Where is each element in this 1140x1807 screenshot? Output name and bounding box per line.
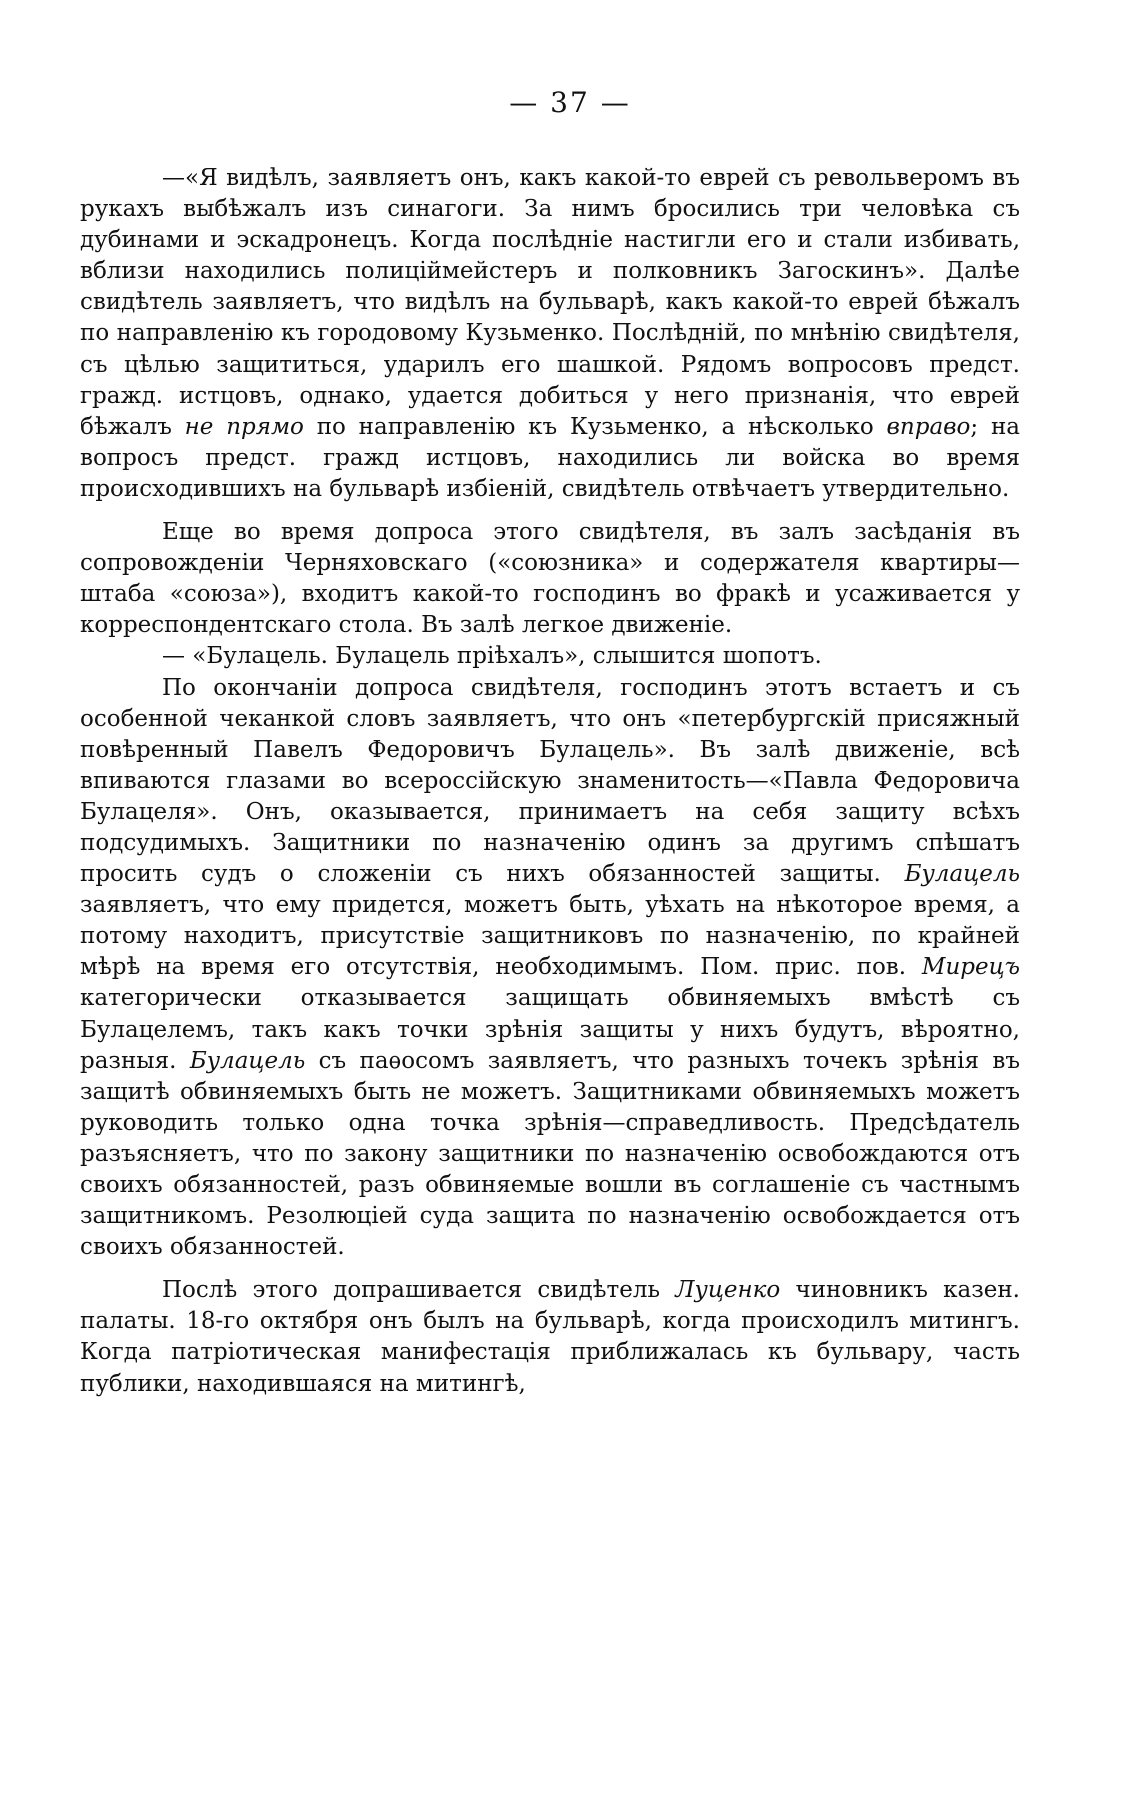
paragraph-arrival	[80, 517, 1020, 641]
text-segment: Еще во время допроса этого свидѣтеля, въ залъ засѣданія въ сопровожденіи Черняховскаго («союзника» и содержателя квартиры—штаба «союза»), входитъ какой-то господинъ во фракѣ и усаживается у корреспондентскаго стола. Въ залѣ легкое движеніе.	[80, 519, 1020, 639]
text-segment: чиновникъ казен. палаты. 18-го октября онъ былъ на бульварѣ, когда происходилъ митингъ. Когда патріотическая манифестація приближалась къ бульвару, часть публики, находившаяся на митингѣ,	[80, 1277, 1020, 1397]
paragraph-lutsenko	[80, 1275, 1020, 1399]
text-segment: съ паѳосомъ заявляетъ, что разныхъ точекъ зрѣнія въ защитѣ обвиняемыхъ быть не можетъ. Защитниками обвиняемыхъ можетъ руководить только одна точка зрѣнія—справедливость. Предсѣдатель разъясняетъ, что по закону защитники по назначенію освобождаются отъ своихъ обязанностей, разъ обвиняемые вошли въ соглашеніе съ частнымъ защитникомъ. Резолюціей суда защита по назначенію освобождается отъ своихъ обязанностей.	[80, 1047, 1020, 1261]
italic-phrase: не прямо	[184, 413, 304, 440]
text-segment: — «Булацель. Булацель пріѣхалъ», слышится шопотъ.	[162, 643, 822, 670]
paragraph-whisper	[80, 641, 1020, 672]
text-segment: Послѣ этого допрашивается свидѣтель	[162, 1277, 676, 1304]
italic-name: Булацель	[904, 861, 1020, 888]
text-segment: —«Я видѣлъ, заявляетъ онъ, какъ какой-то еврей съ револьверомъ въ рукахъ выбѣжалъ изъ синагоги. За нимъ бросились три человѣка съ дубинами и эскадронецъ. Когда послѣдніе настигли его и стали избивать, вблизи находились полиціймейстеръ и полковникъ Загоскинъ». Далѣе свидѣтель заявляетъ, что видѣлъ на бульварѣ, какъ какой-то еврей бѣжалъ по направленію къ городовому Кузьменко. Послѣдній, по мнѣнію свидѣтеля, съ цѣлью защититься, ударилъ его шашкой. Рядомъ вопросовъ предст. гражд. истцовъ, однако, удается добиться у него признанія, что еврей бѣжалъ	[80, 165, 1020, 440]
text-segment: ; на вопросъ предст. гражд истцовъ, находились ли войска во время происходившихъ на бульварѣ избіеній, свидѣтель отвѣчаетъ утвердительно.	[80, 413, 1020, 502]
text-segment: категорически отказывается защищать обвиняемыхъ вмѣстѣ съ Булацелемъ, такъ какъ точки зрѣнія защиты у нихъ будутъ, вѣроятно, разныя.	[80, 985, 1020, 1074]
italic-name: Луценко	[675, 1277, 781, 1304]
page-number: — 37 —	[509, 86, 631, 119]
body-text	[80, 163, 1020, 1400]
italic-name: Булацель	[189, 1047, 306, 1074]
text-segment: По окончаніи допроса свидѣтеля, господинъ этотъ встаетъ и съ особенной чеканкой словъ заявляетъ, что онъ «петербургскій присяжный повѣренный Павелъ Федоровичъ Булацель». Въ залѣ движеніе, всѣ впиваются глазами во всероссійскую знаменитость—«Павла Федоровича Булацеля». Онъ, оказывается, принимаетъ на себя защиту всѣхъ подсудимыхъ. Защитники по назначенію одинъ за другимъ спѣшатъ просить судъ о сложеніи съ нихъ обязанностей защиты.	[80, 674, 1020, 888]
italic-phrase: вправо	[886, 413, 971, 440]
text-segment: заявляетъ, что ему придется, можетъ быть, уѣхать на нѣкоторое время, а потому находитъ, присутствіе защитниковъ по назначенію, по крайней мѣрѣ на время его отсутствія, необходимымъ. Пом. прис. пов.	[80, 892, 1020, 981]
paragraph-bulatsel	[80, 673, 1020, 1264]
text-segment: по направленію къ Кузьменко, а нѣсколько	[303, 413, 887, 440]
paragraph-testimony	[80, 163, 1020, 505]
italic-name: Мирецъ	[921, 954, 1020, 981]
